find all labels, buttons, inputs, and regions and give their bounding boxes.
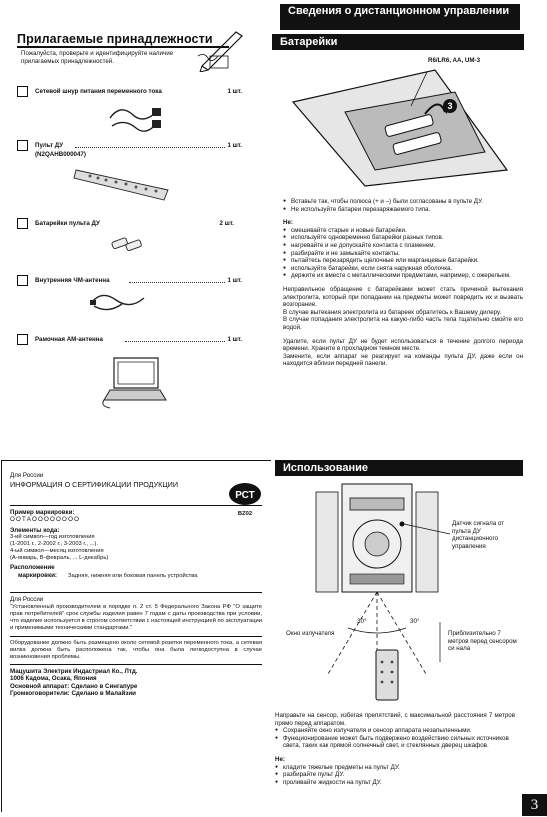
usage-header: Использование	[275, 460, 523, 476]
remote-image	[72, 162, 177, 202]
accessory-label: Сетевой шнур питания переменного тока	[35, 88, 162, 95]
battery-insertion-diagram	[285, 62, 520, 187]
divider	[10, 592, 262, 593]
dont-item: ● проливайте жидкости на пульт ДУ.	[275, 779, 515, 787]
code-line: 4-ый символ—месяц изготовления	[10, 548, 104, 555]
code-line: (1-2001 г., 2-2002 г., 3-2003 г., ...).	[10, 541, 98, 548]
code-line: (А-январь, В-февраль, ... L-декабрь)	[10, 555, 109, 562]
angle-left-label: 30°	[357, 618, 367, 625]
accessory-item-batteries	[17, 218, 242, 228]
divider	[10, 636, 262, 637]
battery-type-label: R6/LR6, AA, UM-3	[428, 57, 481, 64]
location-title: Расположение	[10, 564, 55, 572]
accessory-qty: 2 шт.	[219, 220, 234, 227]
dont-item: ● разбирайте пульт ДУ.	[275, 771, 515, 779]
accessory-checkbox	[17, 275, 28, 286]
bullet-item: ● Не используйте батареи перезаряжаемого типа.	[283, 206, 523, 214]
page-number: 3	[522, 794, 547, 816]
accessory-checkbox	[17, 86, 28, 97]
divider	[10, 664, 262, 665]
pct-logo-icon	[225, 482, 265, 506]
emitter-label: Окно излучателя	[286, 630, 335, 637]
dont-item: ● нагревайте и не допускайте контакта с пламенем.	[283, 242, 523, 250]
remote-model-code: (N2QAHB000047)	[35, 151, 86, 158]
svg-text:РСТ: РСТ	[235, 490, 255, 501]
section-banner: Сведения о дистанционном управлении	[280, 4, 520, 30]
accessories-title: Прилагаемые принадлежности	[17, 32, 213, 46]
angle-right-label: 30°	[410, 618, 420, 625]
aim-text: Направьте на сенсор, избегая препятствий, с максимальной расстояния 7 метров прямо перед аппаратом.	[275, 712, 515, 727]
certification-logo	[225, 482, 265, 517]
accessory-item-remote	[17, 140, 242, 150]
dont-item: ● кладите тяжелые предметы на пульт ДУ.	[275, 764, 515, 772]
manufacturer-line: Основной аппарат: Сделано в Сингапуре	[10, 682, 138, 690]
leak-text: В случае вытекания электролита из батареек обратитесь к Вашему дилеру.	[283, 308, 502, 316]
code-line: 3-ий символ—год изготовления	[10, 534, 95, 541]
accessory-item-fm-antenna	[17, 275, 242, 285]
accessory-item-ac-cord	[17, 86, 242, 96]
remove-text: Удалите, если пульт ДУ не будет использоваться в течение долгого периода времени. Храните в прохладном темном месте.	[283, 337, 523, 353]
dont-item: ● используйте одновременно батарейки разных типов.	[283, 234, 523, 242]
accessory-label: Батарейки пульта ДУ	[35, 220, 100, 227]
dont-item: ● разбирайте и не замыкайте контакты.	[283, 250, 523, 258]
usage-diagram	[280, 482, 525, 702]
accessory-label: Пульт ДУ	[35, 142, 64, 149]
dont-title: Не:	[283, 219, 293, 227]
accessory-checkbox	[17, 334, 28, 345]
am-antenna-image	[100, 350, 170, 410]
distance-label: Приблизительно 7 метров перед сенсором си нала	[448, 630, 517, 653]
dont-item: ● смешивайте старые и новые батарейки.	[283, 227, 523, 235]
location-label: маркировки:	[18, 571, 57, 579]
contact-text: В случае попадания электролита на какую-либо часть тела тщательно смойте его водой.	[283, 316, 523, 331]
ac-cord-image	[108, 102, 163, 134]
accessory-checkbox	[17, 218, 28, 229]
step-3-marker: 3	[443, 99, 457, 113]
location-text: Задняя, нижняя или боковая панель устройства	[68, 572, 198, 579]
manufacturer-line: Мацушита Электрик Индастриал Ко., Лтд.	[10, 667, 138, 675]
dont-item: ● пытайтесь перезарядить щелочные или марганцевые батарейки.	[283, 257, 523, 265]
bullet-item: ● Вставьте так, чтобы полюса (+ и –) были согласованы в пульте ДУ.	[283, 198, 523, 206]
accessory-qty: 1 шт.	[227, 277, 242, 284]
manufacturer-line: 1006 Кадома, Осака, Япония	[10, 675, 97, 683]
code-elements-title: Элементы кода:	[10, 526, 60, 534]
service-life-text: "Установленный производителем в порядке п. 2 ст. 5 Федерального Закона РФ "О защите прав потребителей" срок службы изделия равен 7 годам с даты производства при условии, что изделие используется в строгом соответствии с настоящей инструкцией по эксплуатации и применимыми техническими стандартами."	[10, 603, 262, 631]
leader-dots	[125, 341, 225, 342]
batteries-header: Батарейки	[272, 34, 524, 50]
fm-antenna-image	[88, 288, 148, 314]
marking-title: Пример маркировки:	[10, 508, 75, 516]
pen-icon	[196, 26, 246, 72]
for-russia-label-2: Для России	[10, 595, 44, 603]
manufacturer-line: Громкоговорители: Сделано в Малайзии	[10, 690, 136, 698]
accessory-item-am-antenna	[17, 334, 242, 344]
accessory-qty: 1 шт.	[227, 88, 242, 95]
batteries-image	[110, 232, 146, 254]
for-russia-label: Для России	[10, 472, 44, 479]
dont-title: Не:	[275, 755, 285, 763]
bullet-item: ● Сохраняйте окно излучателя и сенсор аппарата незапыленными.	[275, 727, 515, 735]
marking-code: ООТАОООООООО	[10, 516, 81, 524]
dont-item: ● держите их вместе с металлическими предметами, например, с ожерельем.	[283, 272, 523, 280]
accessory-qty: 1 шт.	[227, 336, 242, 343]
usage-instructions	[275, 712, 515, 786]
dont-item: ● используйте батарейки, если снята наружная оболочка.	[283, 265, 523, 273]
accessory-checkbox	[17, 140, 28, 151]
accessory-qty: 1 шт.	[227, 142, 242, 149]
accessory-label: Рамочная AM-антенна	[35, 336, 103, 343]
leader-dots	[75, 147, 225, 148]
leader-dots	[129, 282, 225, 283]
socket-text: Оборудование должно быть размещено около сетевой розетки переменного тока, а сетевая вилка должна быть расположена так, чтобы она была легкодоступна в случае возникновения проблемы.	[10, 639, 262, 660]
bullet-item: ● Функционирование может быть подвержено воздействию сильных источников света, таких как прямой солнечный свет, и стеклянных дверец шкафов.	[275, 735, 515, 750]
replace-text: Замените, если аппарат не реагирует на команды пульта ДУ, даже если он находится вблизи передней панели.	[283, 352, 523, 368]
sensor-label: Датчик сигнала от пульта ДУ дистанционного управления	[452, 520, 505, 550]
accessory-label: Внутренняя ЧМ-антенна	[35, 277, 110, 284]
battery-instructions	[283, 198, 523, 368]
accessories-intro: Пожалуйста, проверьте и идентифицируйте наличие прилагаемых принадлежностей.	[21, 50, 174, 65]
misuse-text: Неправильное обращение с батарейками может стать причиной вытекания электролита, который при попадании на предметы может повредить их и вызвать возгорание.	[283, 285, 523, 309]
cert-info: ИНФОРМАЦИЯ О СЕРТИФИКАЦИИ ПРОДУКЦИИ	[10, 479, 179, 489]
logo-code: ВZ02	[237, 511, 253, 517]
location-row	[10, 572, 262, 588]
accessories-rule	[17, 46, 229, 48]
